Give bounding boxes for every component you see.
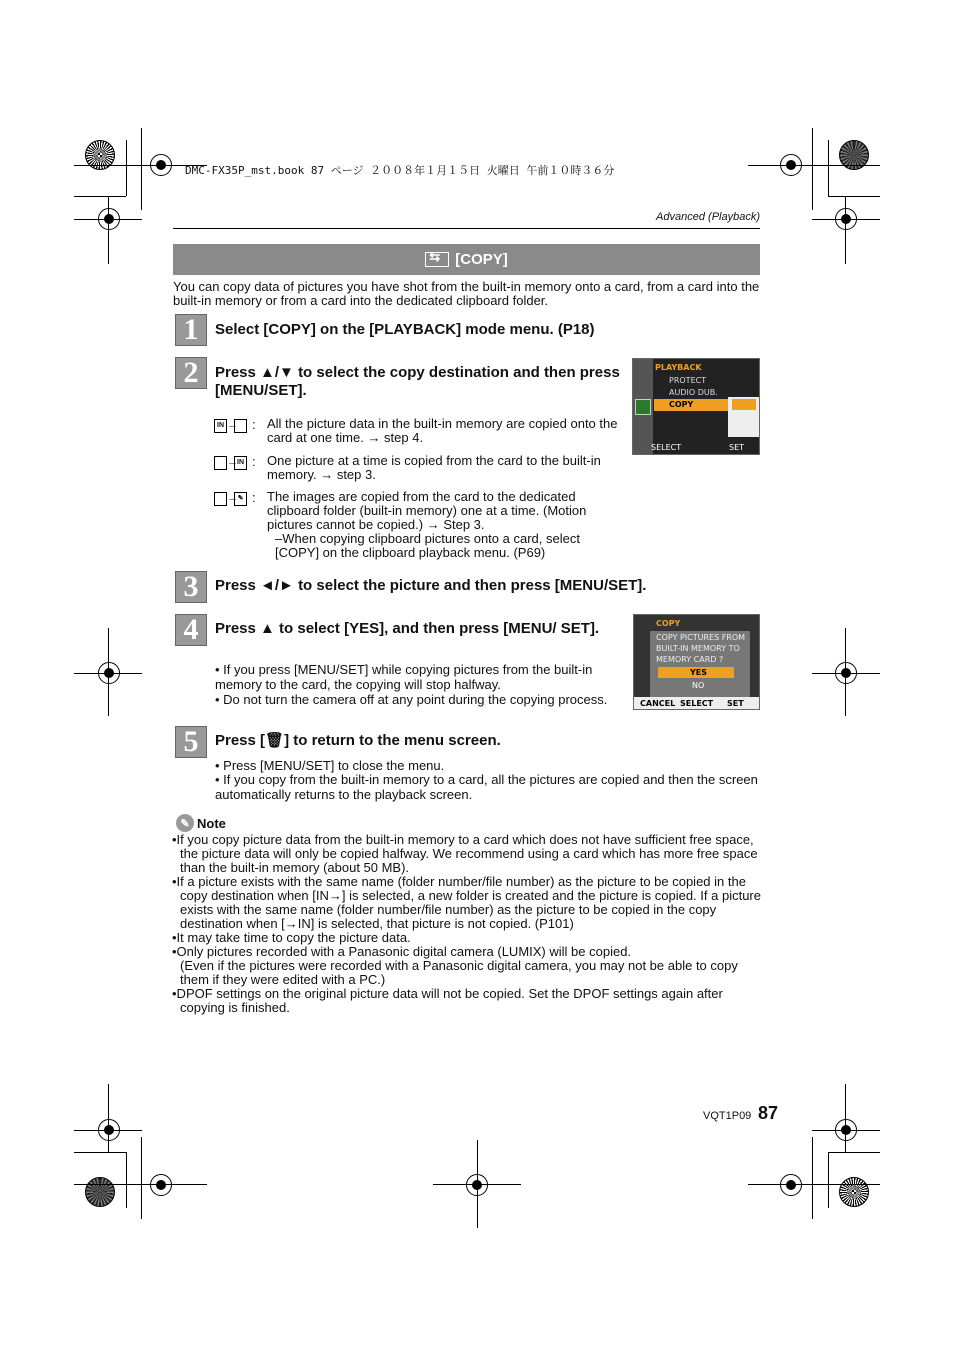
crop-mark xyxy=(828,196,880,197)
lcd-no-option: NO xyxy=(692,681,705,690)
registration-rose-icon xyxy=(839,1177,869,1207)
page-title: [COPY] xyxy=(455,251,508,268)
option-text: The images are copied from the card to the dedicated clipboard folder (built-in memory) one at a time. (Motion pictures cannot be copied.) → Step 3. xyxy=(267,489,587,532)
page-title-bar xyxy=(173,244,760,275)
crop-mark xyxy=(828,140,829,196)
crop-mark xyxy=(74,196,126,197)
card-to-clipboard-icon: → ✎ xyxy=(214,491,250,508)
step4-bullet: • Do not turn the camera off at any point during the copying process. xyxy=(215,692,608,707)
lcd-message-line: MEMORY CARD ? xyxy=(656,655,724,664)
crop-mark xyxy=(812,219,880,220)
crop-mark xyxy=(845,196,846,264)
lcd-playback-menu xyxy=(632,358,760,455)
lcd-footer-set: SET xyxy=(729,443,745,452)
lcd-footer-set: SET xyxy=(727,699,744,708)
note-item: •If you copy picture data from the built-in memory to a card which does not have sufficient free space, the picture data will only be copied halfway. We recommend using a card which has more free space than the built-in memory (about 50 MB). xyxy=(172,832,758,875)
step5-bullet: • Press [MENU/SET] to close the menu. xyxy=(215,758,445,773)
crop-mark xyxy=(126,140,127,196)
playback-tab-icon xyxy=(635,399,651,415)
lcd-yes-option: YES xyxy=(690,668,708,677)
option-text: One picture at a time is copied from the card to the built-in memory. → step 3. xyxy=(267,453,601,482)
section-header: Advanced (Playback) xyxy=(656,211,760,223)
crop-mark xyxy=(74,219,142,220)
step-title: Select [COPY] on the [PLAYBACK] mode menu. (P18) xyxy=(215,321,595,338)
note-item: (Even if the pictures were recorded with a Panasonic digital camera, you may not be able to copy them if they were edited with a PC.) xyxy=(180,958,738,987)
step4-bullet: • If you press [MENU/SET] while copying pictures from the built-in memory to the card, the copying will stop halfway. xyxy=(215,662,593,692)
crop-mark xyxy=(812,1137,813,1219)
note-title: Note xyxy=(197,815,226,831)
crop-mark xyxy=(108,196,109,264)
note-heading xyxy=(176,814,226,832)
option-text: All the picture data in the built-in memory are copied onto the card at one time. → step 4. xyxy=(267,416,618,445)
copy-icon xyxy=(425,252,449,267)
crop-mark xyxy=(126,1152,127,1208)
step-number: 1 xyxy=(175,314,207,346)
lcd-menu-item: PROTECT xyxy=(669,376,707,385)
book-info-line: DMC-FX35P_mst.book 87 ページ ２００８年１月１５日 火曜日 午前１０時３６分 xyxy=(185,164,615,177)
pencil-icon: ✎ xyxy=(176,814,194,832)
note-item: •DPOF settings on the original picture data will not be copied. Set the DPOF settings again after copying is finished. xyxy=(172,986,723,1015)
crop-mark xyxy=(748,1184,880,1185)
crop-mark xyxy=(845,1084,846,1152)
crop-mark xyxy=(812,673,880,674)
registration-rose-icon xyxy=(85,1177,115,1207)
step5-bullet: • If you copy from the built-in memory to a card, all the pictures are copied and then the screen automatically returns to the playback screen. xyxy=(215,772,758,802)
lcd-footer-cancel: CANCEL xyxy=(640,699,676,708)
step-number: 3 xyxy=(175,571,207,603)
crosshair-mark-icon xyxy=(780,1174,802,1196)
in-to-card-icon: IN → xyxy=(214,418,250,435)
crop-mark xyxy=(812,128,813,210)
crop-mark xyxy=(828,1152,880,1153)
step-title: Press [🗑] to return to the menu screen. xyxy=(215,732,501,749)
note-item: •It may take time to copy the picture data. xyxy=(172,930,411,945)
lcd-footer-select: SELECT xyxy=(680,699,714,708)
step-number: 5 xyxy=(175,726,207,758)
crop-mark xyxy=(828,1152,829,1208)
lcd-copy-confirm xyxy=(633,614,760,710)
note-item: •Only pictures recorded with a Panasonic digital camera (LUMIX) will be copied. xyxy=(172,944,632,959)
crop-mark xyxy=(141,1137,142,1219)
step-title: Press ◄/► to select the picture and then press [MENU/SET]. xyxy=(215,577,647,594)
lcd-footer-select: SELECT xyxy=(651,443,682,452)
crosshair-mark-icon xyxy=(150,1174,172,1196)
intro-paragraph: You can copy data of pictures you have shot from the built-in memory onto a card, from a card into the built-in memory or from a card into the dedicated clipboard folder. xyxy=(173,279,760,308)
crop-mark xyxy=(477,1140,478,1228)
lcd-heading: COPY xyxy=(656,619,681,628)
option-subnote: –When copying clipboard pictures onto a card, select [COPY] on the clipboard playback menu. (P69) xyxy=(275,531,580,560)
note-item: •If a picture exists with the same name (folder number/file number) as the picture to be copied in the copy destination when [IN→] is selected, a new folder is created and the picture is copied. If a picture exists with the same name (folder number/file number) as the picture to be copied in the copy destination when [→IN] is selected, that picture is not copied. (P101) xyxy=(172,874,761,931)
crop-mark xyxy=(74,1184,207,1185)
submenu-selected-icon xyxy=(732,399,756,410)
header-divider xyxy=(173,228,760,229)
crop-mark xyxy=(812,1130,880,1131)
step-number: 4 xyxy=(175,614,207,646)
crop-mark xyxy=(74,1152,126,1153)
crop-mark xyxy=(108,628,109,716)
crop-mark xyxy=(108,1084,109,1152)
lcd-menu-item: AUDIO DUB. xyxy=(669,388,718,397)
crop-mark xyxy=(748,165,880,166)
step-title: Press ▲ to select [YES], and then press [MENU/ SET]. xyxy=(215,620,600,637)
lcd-menu-item-selected: COPY xyxy=(669,400,694,409)
crop-mark xyxy=(141,128,142,210)
document-code: VQT1P09 xyxy=(703,1110,752,1122)
step-title: Press ▲/▼ to select the copy destination and then press [MENU/SET]. xyxy=(215,364,620,399)
page-number: 87 xyxy=(758,1103,779,1123)
lcd-heading: PLAYBACK xyxy=(655,363,702,372)
note-list xyxy=(172,833,762,1015)
lcd-message-line: COPY PICTURES FROM xyxy=(656,633,746,642)
crop-mark xyxy=(845,628,846,716)
step-number: 2 xyxy=(175,357,207,389)
card-to-in-icon: → IN xyxy=(214,455,250,472)
lcd-message-line: BUILT-IN MEMORY TO xyxy=(656,644,740,653)
